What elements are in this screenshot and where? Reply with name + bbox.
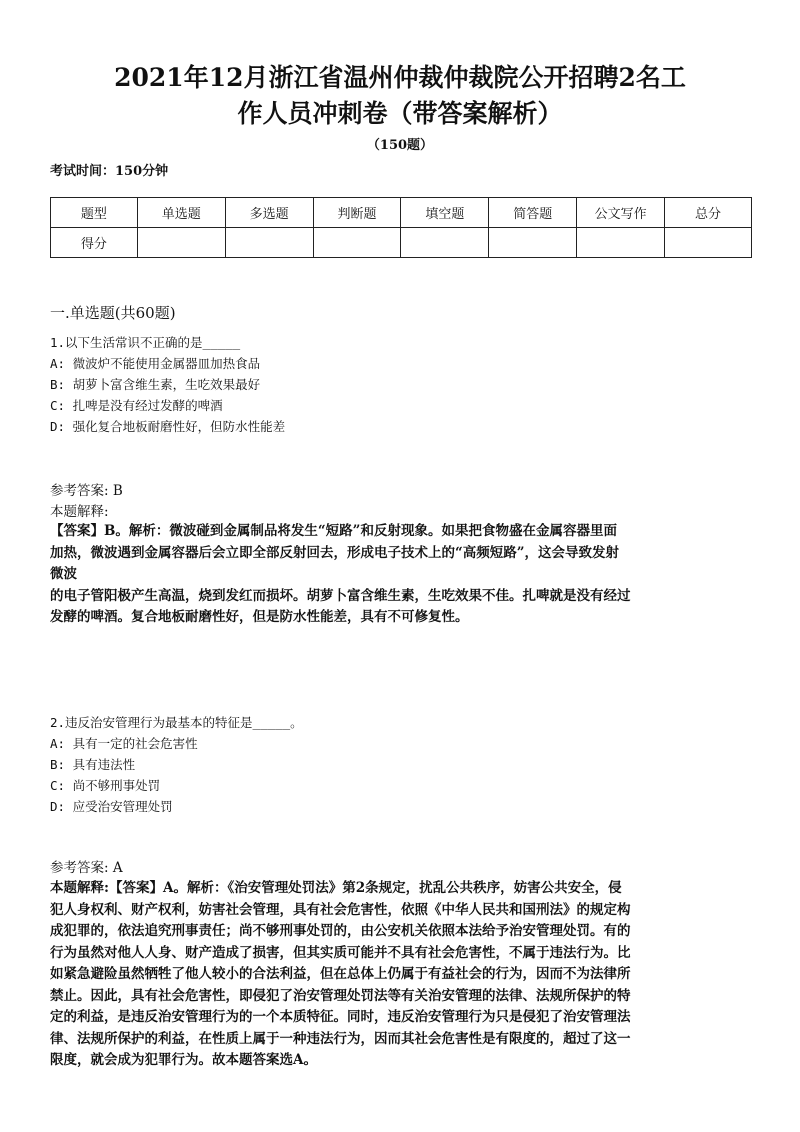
score-table-score-row [51, 228, 752, 258]
question-2-explanation [50, 878, 760, 1072]
explanation-line: 律、法规所保护的利益，在性质上属于一种违法行为，因而其社会危害性是有限度的，超过了这一 [50, 1030, 631, 1047]
score-header-cell: 单选题 [137, 198, 225, 228]
question-text: 1.以下生活常识不正确的是_____ [50, 335, 241, 350]
explanation-line: 禁止。因此，具有社会危害性，即侵犯了治安管理处罚法等有关治安管理的法律、法规所保护的特 [50, 987, 631, 1004]
score-header-cell: 判断题 [313, 198, 401, 228]
score-table-header-row [51, 198, 752, 228]
score-header-cell: 题型 [51, 198, 138, 228]
reference-answer: 参考答案: B [50, 483, 123, 499]
explanation-line: 行为虽然对他人人身、财产造成了损害，但其实质可能并不具有社会危害性，不属于违法行为。比 [50, 944, 631, 961]
option-d: D: 应受治安管理处罚 [50, 799, 173, 814]
question-1 [50, 332, 760, 437]
option-c: C: 扎啤是没有经过发酵的啤酒 [50, 398, 223, 413]
explanation-line: 犯人身权利、财产权利，妨害社会管理，具有社会危害性，依照《中华人民共和国刑法》的规定构 [50, 901, 631, 918]
score-cell [401, 228, 489, 258]
option-a: A: 微波炉不能使用金属器皿加热食品 [50, 356, 261, 371]
score-table [50, 197, 752, 258]
score-header-cell: 公文写作 [577, 198, 665, 228]
question-1-answer [50, 481, 760, 523]
explanation-line: 本题解释:【答案】A。解析：《治安管理处罚法》第2条规定，扰乱公共秩序，妨害公共安全，侵 [50, 880, 622, 896]
score-header-cell: 总分 [665, 198, 752, 228]
score-cell [577, 228, 665, 258]
score-header-cell: 填空题 [401, 198, 489, 228]
explanation-line: 如紧急避险虽然牺牲了他人较小的合法利益，但在总体上仍属于有益社会的行为，因而不为法律所 [50, 966, 631, 982]
exam-time: 考试时间：150分钟 [50, 164, 169, 179]
option-d: D: 强化复合地板耐磨性好，但防水性能差 [50, 419, 286, 434]
score-cell [313, 228, 401, 258]
explanation-line: 微波 [50, 566, 77, 582]
score-cell [137, 228, 225, 258]
question-1-explanation [50, 521, 760, 629]
reference-answer: 参考答案: A [50, 860, 123, 876]
question-2 [50, 712, 760, 817]
explanation-line: 加热，微波遇到金属容器后会立即全部反射回去，形成电子技术上的“高频短路”，这会导致发射 [50, 544, 620, 561]
document-title-line-2: 作人员冲刺卷（带答案解析） [237, 99, 563, 128]
option-b: B: 胡萝卜富含维生素，生吃效果最好 [50, 377, 261, 392]
section-heading: 一.单选题(共60题) [50, 304, 176, 322]
document-title-line-1: 2021年12月浙江省温州仲裁仲裁院公开招聘2名工 [114, 63, 686, 92]
question-count: （150题） [366, 138, 434, 153]
option-c: C: 尚不够刑事处罚 [50, 778, 161, 793]
score-header-cell: 简答题 [489, 198, 577, 228]
explanation-line: 【答案】B。解析：微波碰到金属制品将发生“短路”和反射现象。如果把食物盛在金属容器里面 [50, 523, 617, 539]
option-b: B: 具有违法性 [50, 757, 136, 772]
question-text: 2.违反治安管理行为最基本的特征是_____。 [50, 715, 303, 730]
explanation-line: 的电子管阳极产生高温，烧到发红而损坏。胡萝卜富含维生素，生吃效果不佳。扎啤就是没有经过 [50, 587, 631, 604]
score-cell [225, 228, 313, 258]
score-row-label: 得分 [51, 228, 138, 258]
score-header-cell: 多选题 [225, 198, 313, 228]
score-cell [665, 228, 752, 258]
option-a: A: 具有一定的社会危害性 [50, 736, 198, 751]
explanation-line: 发酵的啤酒。复合地板耐磨性好，但是防水性能差，具有不可修复性。 [50, 609, 469, 625]
explanation-label: 本题解释: [50, 504, 109, 520]
question-2-answer [50, 858, 760, 879]
explanation-line: 限度，就会成为犯罪行为。故本题答案选A。 [50, 1052, 317, 1068]
explanation-line: 定的利益，是违反治安管理行为的一个本质特征。同时，违反治安管理行为只是侵犯了治安管理法 [50, 1009, 631, 1025]
score-cell [489, 228, 577, 258]
explanation-line: 成犯罪的，依法追究刑事责任；尚不够刑事处罚的，由公安机关依照本法给予治安管理处罚。有的 [50, 923, 631, 939]
